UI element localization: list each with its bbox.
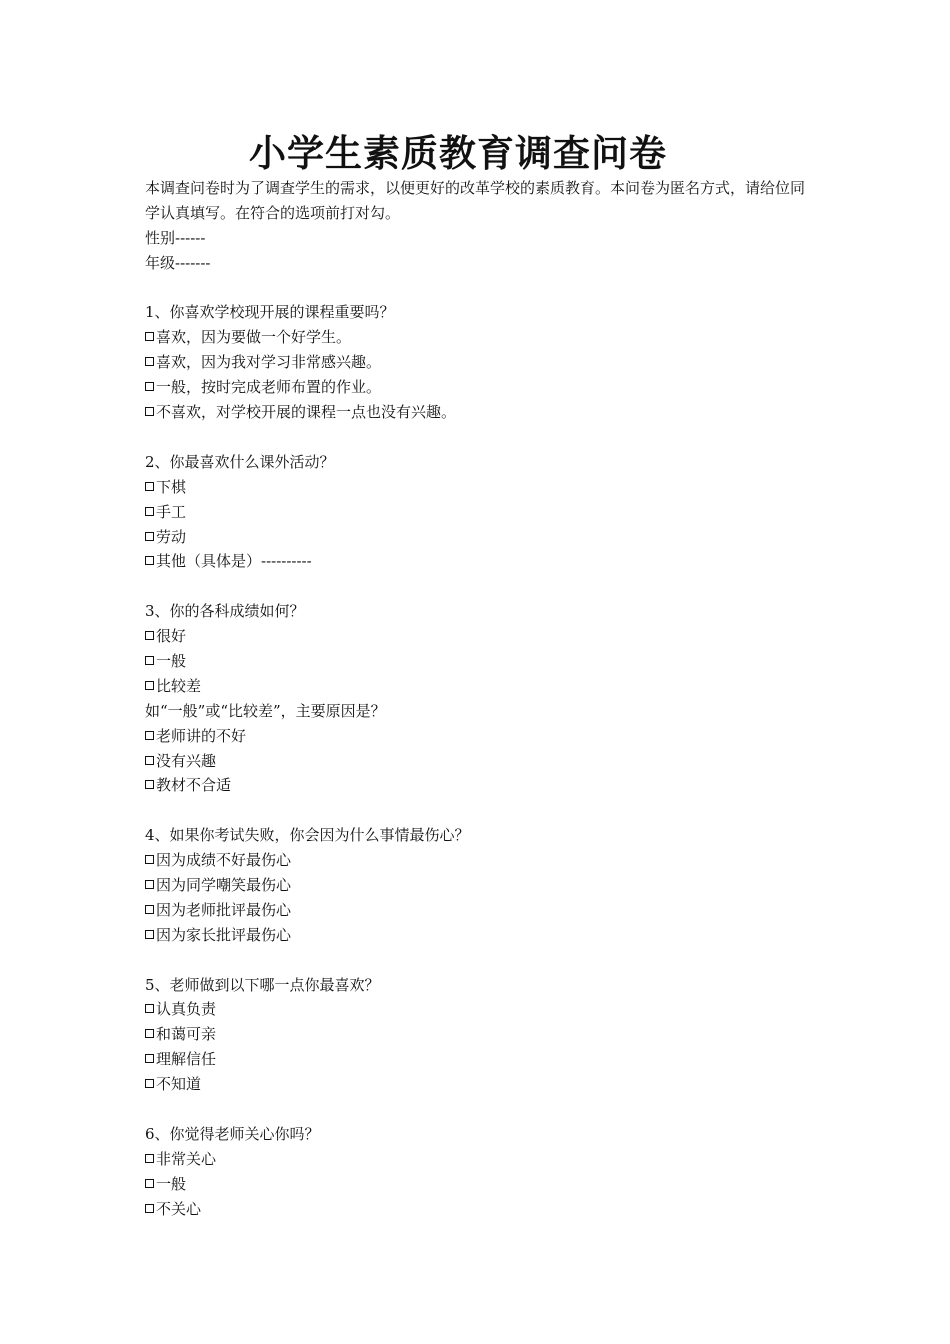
checkbox-icon (145, 1004, 154, 1013)
option-label: 因为成绩不好最伤心 (156, 851, 292, 870)
checkbox-icon (145, 681, 154, 690)
option-label: 不知道 (156, 1075, 202, 1094)
spacer (145, 425, 815, 450)
checkbox-icon (145, 1029, 154, 1038)
option-label: 非常关心 (156, 1149, 217, 1168)
option-label: 没有兴趣 (156, 751, 217, 770)
survey-content (145, 176, 815, 1221)
option-label: 喜欢，因为要做一个好学生。 (156, 328, 352, 347)
option-label: 一般 (156, 1174, 187, 1193)
checkbox-icon (145, 930, 154, 939)
option-label: 不关心 (156, 1199, 202, 1218)
spacer (145, 798, 815, 823)
checkbox-icon (145, 905, 154, 914)
option[interactable] (145, 525, 815, 550)
option-label: 不喜欢，对学校开展的课程一点也没有兴趣。 (156, 403, 457, 422)
checkbox-icon (145, 780, 154, 789)
question-4 (145, 823, 815, 947)
option[interactable] (145, 848, 815, 873)
intro-text: 本调查问卷时为了调查学生的需求，以便更好的改革学校的素质教育。本问卷为匿名方式，请给位同学认真填写。在符合的选项前打对勾。 (145, 179, 806, 222)
option[interactable] (145, 1072, 815, 1097)
checkbox-icon (145, 532, 154, 541)
checkbox-icon (145, 656, 154, 665)
option[interactable] (145, 724, 815, 749)
gender-field: 性别------ (145, 228, 206, 247)
checkbox-icon (145, 1154, 154, 1163)
question-text: 5、老师做到以下哪一点你最喜欢？ (145, 975, 380, 994)
option-label: 比较差 (156, 676, 202, 695)
checkbox-icon (145, 1179, 154, 1188)
question-text: 2、你最喜欢什么课外活动？ (145, 452, 335, 471)
spacer (145, 276, 815, 301)
option[interactable] (145, 898, 815, 923)
option[interactable] (145, 1022, 815, 1047)
spacer (145, 1097, 815, 1122)
option-label: 手工 (156, 502, 187, 521)
question-5 (145, 973, 815, 1097)
option[interactable] (145, 500, 815, 525)
option[interactable] (145, 873, 815, 898)
option-label: 因为同学嘲笑最伤心 (156, 875, 292, 894)
option-label: 因为老师批评最伤心 (156, 900, 292, 919)
option[interactable] (145, 749, 815, 774)
option-label: 下棋 (156, 477, 187, 496)
option[interactable] (145, 773, 815, 798)
option[interactable] (145, 674, 815, 699)
question-text: 4、如果你考试失败，你会因为什么事情最伤心？ (145, 826, 470, 845)
option-label: 一般，按时完成老师布置的作业。 (156, 378, 382, 397)
checkbox-icon (145, 631, 154, 640)
grade-field: 年级------- (145, 253, 211, 272)
option-label: 一般 (156, 651, 187, 670)
checkbox-icon (145, 880, 154, 889)
checkbox-icon (145, 1204, 154, 1213)
option[interactable] (145, 649, 815, 674)
checkbox-icon (145, 1079, 154, 1088)
option[interactable] (145, 325, 815, 350)
question-2 (145, 450, 815, 574)
option-label: 喜欢，因为我对学习非常感兴趣。 (156, 353, 382, 372)
option[interactable] (145, 1197, 815, 1222)
option[interactable] (145, 475, 815, 500)
option-label: 教材不合适 (156, 776, 232, 795)
option-label: 和蔼可亲 (156, 1025, 217, 1044)
question-text: 6、你觉得老师关心你吗？ (145, 1124, 320, 1143)
question-3 (145, 599, 815, 798)
checkbox-icon (145, 731, 154, 740)
question-1 (145, 300, 815, 424)
checkbox-icon (145, 507, 154, 516)
checkbox-icon (145, 357, 154, 366)
question-6 (145, 1122, 815, 1222)
checkbox-icon (145, 382, 154, 391)
spacer (145, 574, 815, 599)
question-text: 1、你喜欢学校现开展的课程重要吗？ (145, 303, 395, 322)
option[interactable] (145, 1147, 815, 1172)
question-text: 3、你的各科成绩如何？ (145, 602, 305, 621)
option[interactable] (145, 1172, 815, 1197)
page-title: 小学生素质教育调查问卷 (249, 131, 667, 175)
option-label: 劳动 (156, 527, 187, 546)
option[interactable] (145, 400, 815, 425)
option[interactable] (145, 624, 815, 649)
option-label: 理解信任 (156, 1050, 217, 1069)
checkbox-icon (145, 756, 154, 765)
followup-question-text: 如“一般”或“比较差”，主要原因是？ (145, 701, 386, 720)
option-label: 很好 (156, 627, 187, 646)
option[interactable] (145, 375, 815, 400)
option[interactable] (145, 549, 815, 574)
checkbox-icon (145, 482, 154, 491)
option-label: 其他（具体是）---------- (156, 552, 312, 571)
checkbox-icon (145, 1054, 154, 1063)
option-label: 认真负责 (156, 1000, 217, 1019)
checkbox-icon (145, 855, 154, 864)
checkbox-icon (145, 407, 154, 416)
checkbox-icon (145, 556, 154, 565)
option[interactable] (145, 997, 815, 1022)
option-label: 老师讲的不好 (156, 726, 247, 745)
spacer (145, 948, 815, 973)
option[interactable] (145, 923, 815, 948)
option[interactable] (145, 1047, 815, 1072)
checkbox-icon (145, 332, 154, 341)
option-label: 因为家长批评最伤心 (156, 925, 292, 944)
option[interactable] (145, 350, 815, 375)
